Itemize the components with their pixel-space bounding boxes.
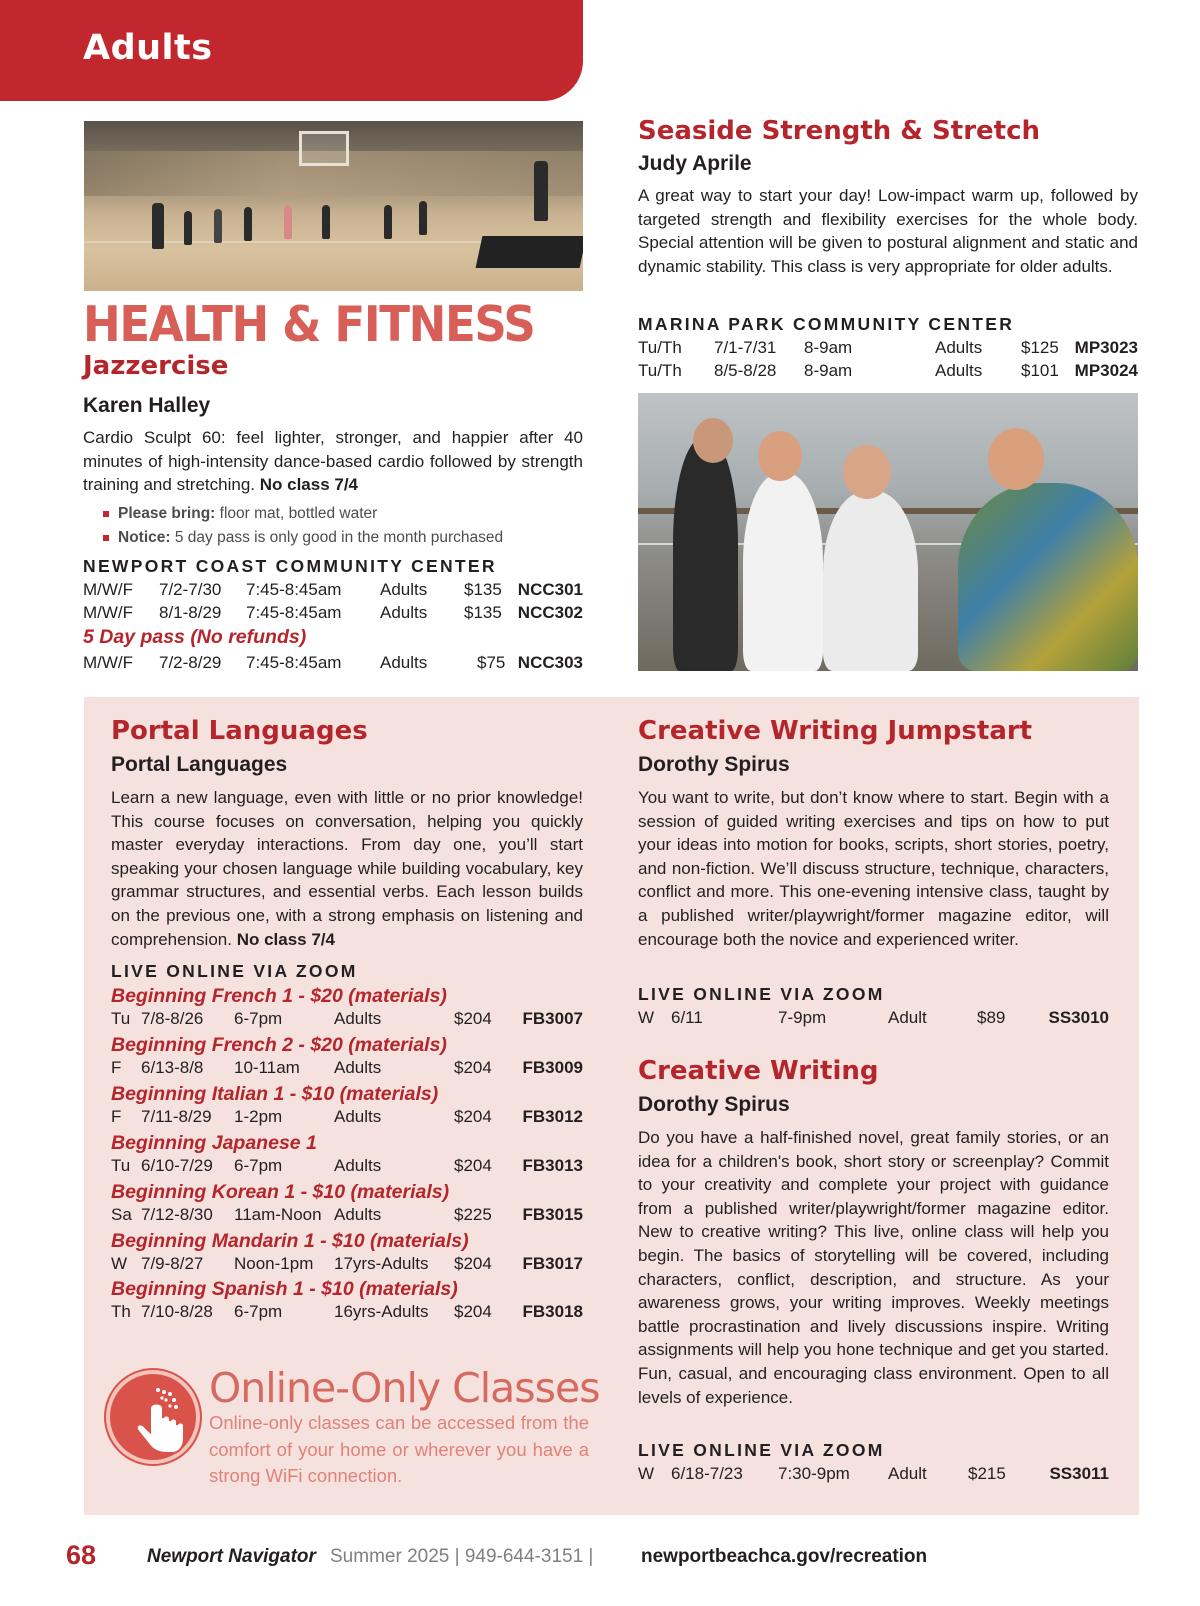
- magazine-name: Newport Navigator: [147, 1546, 316, 1567]
- notice-note: Notice: 5 day pass is only good in the month purchased: [100, 526, 503, 550]
- creative-writing-description: Do you have a half-finished novel, great family stories, or an idea for a children's book, short story or screenplay? Commit to your creativity and complete your project with guidance from a published writer/playwright/former magazine editor. New to creative writing? This live, online class will help you begin. The basics of storytelling will be covered, including characters, conflict, description, and structure. As your awareness grows, your writing improves. Weekly meetings battle procrastination and lively discussions inspire. Writing assignments will help you hone technique and get you started. Fun, casual, and encouraging class environment. Open to all levels of experience.: [638, 1128, 1109, 1407]
- class-row: Th 7/10-8/28 6-7pm 16yrs-Adults $204 FB3018: [111, 1302, 583, 1322]
- class-row: Sa 7/12-8/30 11am-Noon Adults $225 FB3015: [111, 1204, 583, 1224]
- section-header-tab: [0, 0, 583, 101]
- class-row: Tu/Th 8/5-8/28 8-9am Adults $101 MP3024: [638, 361, 1138, 380]
- health-fitness-heading: HEALTH & FITNESS: [83, 296, 535, 353]
- creative-writing-title: Creative Writing: [638, 1056, 879, 1086]
- seaside-class-photo: [638, 393, 1138, 671]
- class-row: W 6/11 7-9pm Adult $89 SS3010: [638, 1008, 1109, 1027]
- course-name: Beginning French 2 - $20 (materials): [111, 1033, 447, 1056]
- class-row: F 7/11-8/29 1-2pm Adults $204 FB3012: [111, 1106, 583, 1126]
- class-row: M/W/F 8/1-8/29 7:45-8:45am Adults $135 NCC302: [83, 603, 583, 622]
- seaside-location: MARINA PARK COMMUNITY CENTER: [638, 314, 1015, 334]
- portal-languages-title: Portal Languages: [111, 716, 368, 746]
- issue-and-phone: Summer 2025 | 949-644-3151 |: [330, 1546, 594, 1567]
- class-row: W 7/9-8/27 Noon-1pm 17yrs-Adults $204 FB3017: [111, 1253, 583, 1273]
- portal-languages-instructor: Portal Languages: [111, 753, 288, 776]
- class-row: M/W/F 7/2-7/30 7:45-8:45am Adults $135 NCC301: [83, 580, 583, 599]
- class-row: F 6/13-8/8 10-11am Adults $204 FB3009: [111, 1057, 583, 1077]
- seaside-description: A great way to start your day! Low-impact warm up, followed by targeted strength and flexibility exercises for the whole body. Special attention will be given to postural alignment and static and dynamic stability. This class is very appropriate for older adults.: [638, 186, 1138, 276]
- five-day-pass-label: 5 Day pass (No refunds): [83, 626, 307, 648]
- course-name: Beginning Italian 1 - $10 (materials): [111, 1082, 439, 1105]
- bring-note: Please bring: floor mat, bottled water: [100, 502, 503, 526]
- course-name: Beginning Japanese 1: [111, 1131, 317, 1154]
- seaside-title: Seaside Strength & Stretch: [638, 116, 1040, 146]
- jumpstart-title: Creative Writing Jumpstart: [638, 716, 1033, 746]
- portal-languages-description: Learn a new language, even with little or no prior knowledge! This course focuses on conversation, helping you quickly master everyday interactions. From day one, you’ll start speaking your chosen language while building vocabulary, key grammar structures, and essential verbs. Each lesson builds on the previous one, with a strong emphasis on listening and comprehension. No class 7/4: [111, 788, 583, 949]
- creative-writing-instructor: Dorothy Spirus: [638, 1093, 790, 1116]
- portal-location: LIVE ONLINE VIA ZOOM: [111, 961, 358, 981]
- jumpstart-instructor: Dorothy Spirus: [638, 753, 790, 776]
- class-row: Tu 6/10-7/29 6-7pm Adults $204 FB3013: [111, 1155, 583, 1175]
- online-only-title: Online-Only Classes: [209, 1364, 600, 1412]
- section-title: Adults: [83, 28, 213, 68]
- gym-fitness-photo: [84, 121, 583, 291]
- class-row: Tu/Th 7/1-7/31 8-9am Adults $125 MP3023: [638, 338, 1138, 357]
- jumpstart-location: LIVE ONLINE VIA ZOOM: [638, 984, 885, 1004]
- jazzercise-no-class: No class 7/4: [259, 475, 359, 495]
- jazzercise-location: NEWPORT COAST COMMUNITY CENTER: [83, 556, 497, 576]
- page-number: 68: [66, 1540, 97, 1570]
- creative-writing-location: LIVE ONLINE VIA ZOOM: [638, 1440, 885, 1460]
- course-name: Beginning Mandarin 1 - $10 (materials): [111, 1229, 469, 1252]
- course-name: Beginning French 1 - $20 (materials): [111, 985, 447, 1007]
- jazzercise-instructor: Karen Halley: [83, 394, 211, 417]
- hand-pointer-touch-icon: [106, 1370, 200, 1464]
- class-row: M/W/F 7/2-8/29 7:45-8:45am Adults $75 NCC303: [83, 653, 583, 672]
- jumpstart-description: You want to write, but don’t know where to start. Begin with a session of guided writing exercises and tips on how to put your ideas into motion for books, scripts, short stories, poetry, and non-fiction. We’ll discuss structure, technique, characters, conflict and more. This one-evening intensive class, taught by a published writer/playwright/former magazine editor, will encourage both the novice and experienced writer.: [638, 788, 1109, 949]
- jazzercise-description: Cardio Sculpt 60: feel lighter, stronger, and happier after 40 minutes of high-intensity dance-based cardio followed by strength training and stretching. No class 7/4: [83, 428, 583, 495]
- jazzercise-notes: [100, 502, 503, 550]
- online-only-description: Online-only classes can be accessed from the comfort of your home or wherever you have a strong WiFi connection.: [209, 1412, 589, 1486]
- portal-no-class: No class 7/4: [236, 929, 335, 949]
- seaside-instructor: Judy Aprile: [638, 152, 752, 175]
- jazzercise-title: Jazzercise: [83, 351, 229, 381]
- page-footer: [0, 1540, 1200, 1576]
- class-row: W 6/18-7/23 7:30-9pm Adult $215 SS3011: [638, 1464, 1109, 1483]
- course-name: Beginning Korean 1 - $10 (materials): [111, 1180, 450, 1203]
- website-link[interactable]: newportbeachca.gov/recreation: [641, 1546, 928, 1567]
- class-row: Tu 7/8-8/26 6-7pm Adults $204 FB3007: [111, 1009, 583, 1028]
- course-name: Beginning Spanish 1 - $10 (materials): [111, 1278, 458, 1301]
